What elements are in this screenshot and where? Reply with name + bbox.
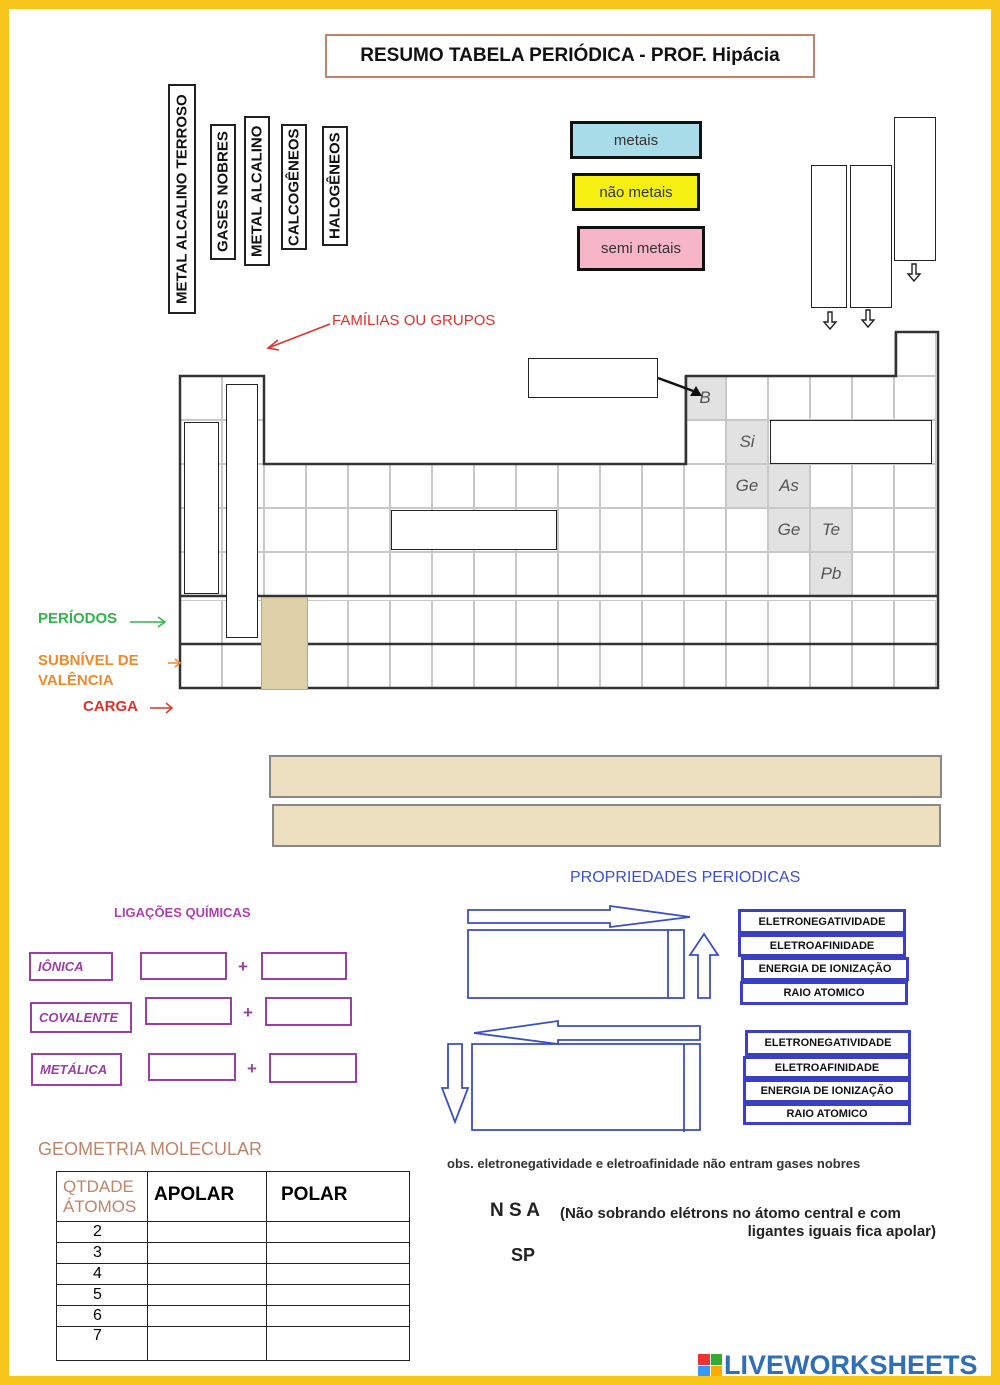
nsa-text bbox=[560, 1205, 940, 1241]
header-qtdade: QTDADE ÁTOMOS bbox=[57, 1172, 148, 1222]
answer-box[interactable] bbox=[272, 804, 941, 847]
covalente-label: COVALENTE bbox=[30, 1002, 132, 1033]
obs-note: obs. eletronegatividade e eletroafinidade não entram gases nobres bbox=[447, 1156, 861, 1171]
answer-box[interactable] bbox=[226, 384, 258, 638]
property-arrows-diagram bbox=[440, 900, 730, 1140]
answer-cell[interactable] bbox=[148, 1327, 267, 1361]
row-atoms: 3 bbox=[57, 1243, 148, 1264]
answer-box[interactable] bbox=[140, 952, 227, 980]
family-label-metal-alcalino: METAL ALCALINO bbox=[244, 116, 270, 266]
carga-label: CARGA bbox=[83, 698, 138, 715]
periodos-label: PERÍODOS bbox=[38, 610, 118, 627]
answer-box[interactable] bbox=[269, 1053, 357, 1083]
answer-box[interactable] bbox=[145, 997, 232, 1025]
answer-cell[interactable] bbox=[148, 1306, 267, 1327]
answer-box[interactable] bbox=[528, 358, 658, 398]
periodic-table bbox=[178, 330, 943, 695]
geometria-table bbox=[56, 1171, 410, 1361]
page-title: RESUMO TABELA PERIÓDICA - PROF. Hipácia bbox=[325, 34, 815, 78]
row-atoms: 7 bbox=[57, 1327, 148, 1361]
nsa-text-line1: (Não sobrando elétrons no átomo central e com bbox=[560, 1205, 901, 1222]
property-box[interactable]: RAIO ATOMICO bbox=[740, 981, 908, 1005]
ionica-label: IÔNICA bbox=[29, 952, 113, 981]
answer-box[interactable] bbox=[261, 952, 347, 980]
plus-sign: + bbox=[238, 957, 248, 976]
familias-label: FAMÍLIAS OU GRUPOS bbox=[332, 312, 496, 329]
answer-box[interactable] bbox=[148, 1053, 236, 1081]
answer-cell[interactable] bbox=[267, 1285, 410, 1306]
answer-cell[interactable] bbox=[148, 1285, 267, 1306]
geometria-title: GEOMETRIA MOLECULAR bbox=[38, 1139, 263, 1159]
property-box[interactable]: ELETRONEGATIVIDADE bbox=[745, 1030, 911, 1056]
propriedades-title: PROPRIEDADES PERIODICAS bbox=[570, 869, 801, 886]
liveworksheets-brand: LIVEWORKSHEETS bbox=[724, 1350, 978, 1380]
property-box[interactable]: ELETROAFINIDADE bbox=[743, 1056, 911, 1079]
arrow-icon bbox=[656, 374, 706, 404]
down-arrows-icon bbox=[820, 262, 945, 332]
property-box[interactable]: ELETROAFINIDADE bbox=[738, 934, 906, 957]
answer-box[interactable] bbox=[269, 755, 942, 798]
answer-cell[interactable] bbox=[148, 1264, 267, 1285]
element-cell: Si bbox=[726, 420, 768, 464]
family-label-gases-nobres: GASES NOBRES bbox=[210, 124, 236, 260]
header-apolar: APOLAR bbox=[148, 1172, 267, 1222]
subnivel-label: SUBNÍVEL DE VALÊNCIA bbox=[38, 652, 139, 689]
answer-box[interactable] bbox=[184, 422, 219, 594]
element-cell: As bbox=[768, 464, 810, 508]
element-cell: Pb bbox=[810, 552, 852, 596]
row-atoms: 4 bbox=[57, 1264, 148, 1285]
nsa-text-line2: ligantes iguais fica apolar) bbox=[747, 1223, 936, 1240]
row-atoms: 6 bbox=[57, 1306, 148, 1327]
legend-nao-metais: não metais bbox=[572, 173, 700, 211]
element-cell: Ge bbox=[726, 464, 768, 508]
metalica-label: METÁLICA bbox=[31, 1053, 122, 1086]
property-box[interactable]: RAIO ATOMICO bbox=[743, 1103, 911, 1125]
plus-sign: + bbox=[247, 1059, 257, 1078]
property-box[interactable]: ENERGIA DE IONIZAÇÃO bbox=[743, 1079, 911, 1103]
answer-cell[interactable] bbox=[267, 1222, 410, 1243]
row-atoms: 2 bbox=[57, 1222, 148, 1243]
family-label-calcogeneos: CALCOGÊNEOS bbox=[281, 124, 307, 250]
legend-semi-metais: semi metais bbox=[577, 226, 705, 271]
answer-box[interactable] bbox=[265, 997, 352, 1026]
property-box[interactable]: ELETRONEGATIVIDADE bbox=[738, 909, 906, 934]
highlight-column bbox=[261, 597, 308, 690]
element-cell: B bbox=[684, 376, 726, 420]
ligacoes-title: LIGAÇÕES QUÍMICAS bbox=[114, 905, 251, 920]
liveworksheets-logo-icon bbox=[698, 1354, 722, 1376]
answer-box[interactable] bbox=[391, 510, 557, 550]
property-box[interactable]: ENERGIA DE IONIZAÇÃO bbox=[741, 957, 909, 981]
sp-label: SP bbox=[511, 1245, 536, 1265]
answer-cell[interactable] bbox=[267, 1264, 410, 1285]
answer-cell[interactable] bbox=[267, 1243, 410, 1264]
family-label-alcalino-terroso: METAL ALCALINO TERROSO bbox=[168, 84, 196, 314]
answer-box[interactable] bbox=[894, 117, 936, 261]
answer-cell[interactable] bbox=[267, 1327, 410, 1361]
answer-cell[interactable] bbox=[267, 1306, 410, 1327]
plus-sign: + bbox=[243, 1003, 253, 1022]
legend-metais: metais bbox=[570, 121, 702, 159]
element-cell: Ge bbox=[768, 508, 810, 552]
answer-box[interactable] bbox=[770, 420, 932, 464]
answer-cell[interactable] bbox=[148, 1222, 267, 1243]
nsa-label: N S A bbox=[490, 1200, 540, 1221]
family-label-halogeneos: HALOGÊNEOS bbox=[322, 126, 348, 246]
element-cell: Te bbox=[810, 508, 852, 552]
arrow-icon bbox=[148, 700, 176, 716]
arrow-icon bbox=[130, 615, 170, 629]
header-polar: POLAR bbox=[267, 1172, 410, 1222]
answer-cell[interactable] bbox=[148, 1243, 267, 1264]
row-atoms: 5 bbox=[57, 1285, 148, 1306]
arrow-icon bbox=[166, 656, 184, 670]
